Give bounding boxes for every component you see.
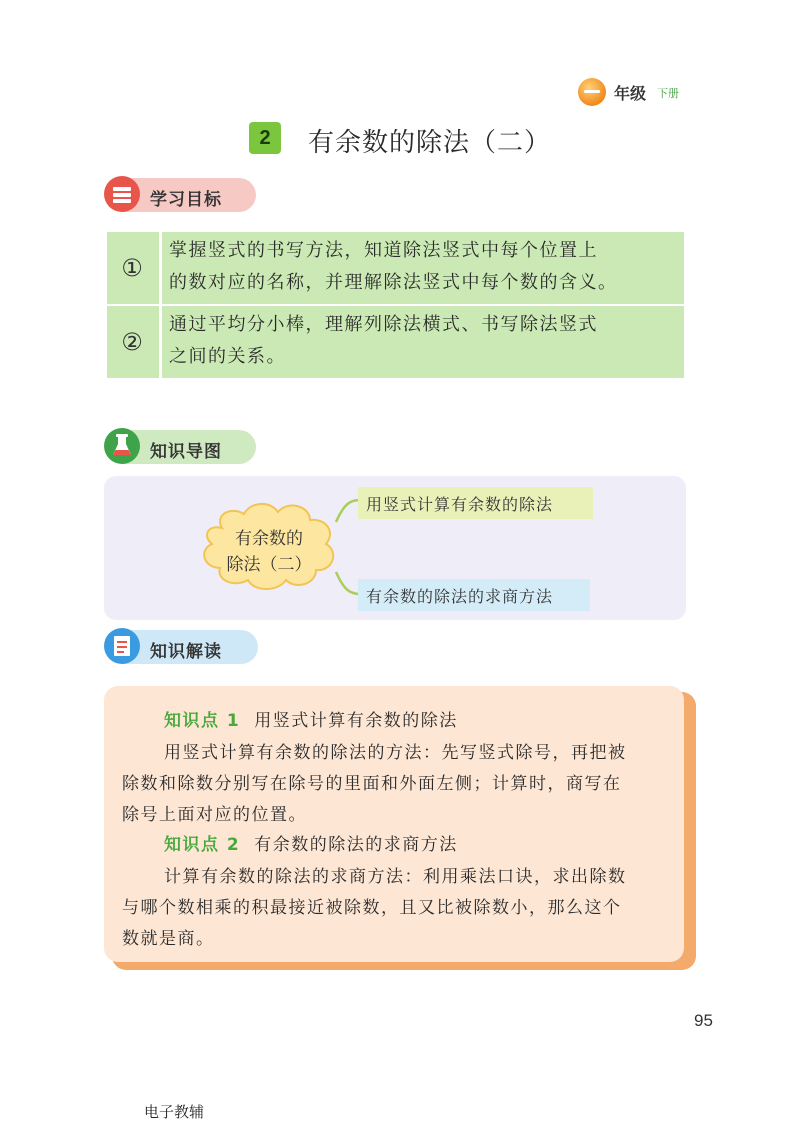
mindmap-heading: 知识导图 bbox=[150, 442, 222, 462]
goals-heading: 学习目标 bbox=[150, 190, 222, 210]
mindmap-center-node bbox=[214, 526, 324, 578]
knowledge-point-title: 有余数的除法的求商方法 bbox=[254, 835, 458, 855]
goal-row bbox=[107, 306, 684, 378]
flask-icon bbox=[104, 428, 140, 464]
goal-divider bbox=[159, 306, 162, 378]
lesson-number-badge: 2 bbox=[249, 122, 281, 154]
reading-heading: 知识解读 bbox=[150, 642, 222, 662]
goal-text-line: 通过平均分小棒，理解列除法横式、书写除法竖式 bbox=[169, 314, 598, 335]
goal-text-line: 掌握竖式的书写方法，知道除法竖式中每个位置上 bbox=[169, 240, 598, 261]
mindmap-branch-node bbox=[358, 579, 590, 611]
card-text-line: 除号上面对应的位置。 bbox=[122, 805, 307, 825]
volume-label: 下册 bbox=[657, 87, 679, 100]
mindmap-branch-label: 有余数的除法的求商方法 bbox=[366, 587, 554, 606]
notepad-icon bbox=[104, 628, 140, 664]
goal-text-line: 之间的关系。 bbox=[169, 346, 286, 367]
knowledge-point-heading bbox=[164, 706, 712, 731]
mindmap-branch-label: 用竖式计算有余数的除法 bbox=[366, 495, 554, 514]
grade-sun-icon bbox=[578, 78, 606, 106]
knowledge-point-label: 知识点 2 bbox=[164, 835, 241, 855]
mindmap-center-line: 有余数的 bbox=[235, 529, 303, 549]
page-number: 95 bbox=[694, 1011, 713, 1030]
mindmap-branch-line bbox=[336, 572, 360, 594]
mindmap-branch-node bbox=[358, 487, 593, 519]
lesson-title: 有余数的除法（二） bbox=[308, 128, 552, 158]
goal-row bbox=[107, 232, 684, 304]
goal-text bbox=[169, 309, 679, 373]
card-text-line: 用竖式计算有余数的除法的方法：先写竖式除号，再把被 bbox=[164, 743, 627, 763]
knowledge-point-label: 知识点 1 bbox=[164, 711, 241, 731]
knowledge-card bbox=[104, 686, 684, 962]
book-icon bbox=[104, 176, 140, 212]
footer-label: 电子教辅 bbox=[144, 1103, 205, 1121]
card-text-line: 与哪个数相乘的积最接近被除数，且又比被除数小，那么这个 bbox=[122, 898, 622, 918]
goal-text bbox=[169, 235, 679, 299]
goal-number: ① bbox=[121, 254, 143, 282]
card-text-line: 计算有余数的除法的求商方法：利用乘法口诀，求出除数 bbox=[164, 867, 627, 887]
mindmap-branch-line bbox=[336, 500, 360, 522]
card-text-line: 除数和除数分别写在除号的里面和外面左侧；计算时，商写在 bbox=[122, 774, 622, 794]
knowledge-point-title: 用竖式计算有余数的除法 bbox=[254, 711, 458, 731]
mindmap-center-line: 除法（二） bbox=[226, 555, 312, 575]
knowledge-point-heading bbox=[164, 830, 712, 855]
grade-label: 年级 bbox=[614, 84, 647, 103]
goal-divider bbox=[159, 232, 162, 304]
card-text-line: 数就是商。 bbox=[122, 929, 215, 949]
goal-number: ② bbox=[121, 328, 143, 356]
goal-text-line: 的数对应的名称，并理解除法竖式中每个数的含义。 bbox=[169, 272, 618, 293]
